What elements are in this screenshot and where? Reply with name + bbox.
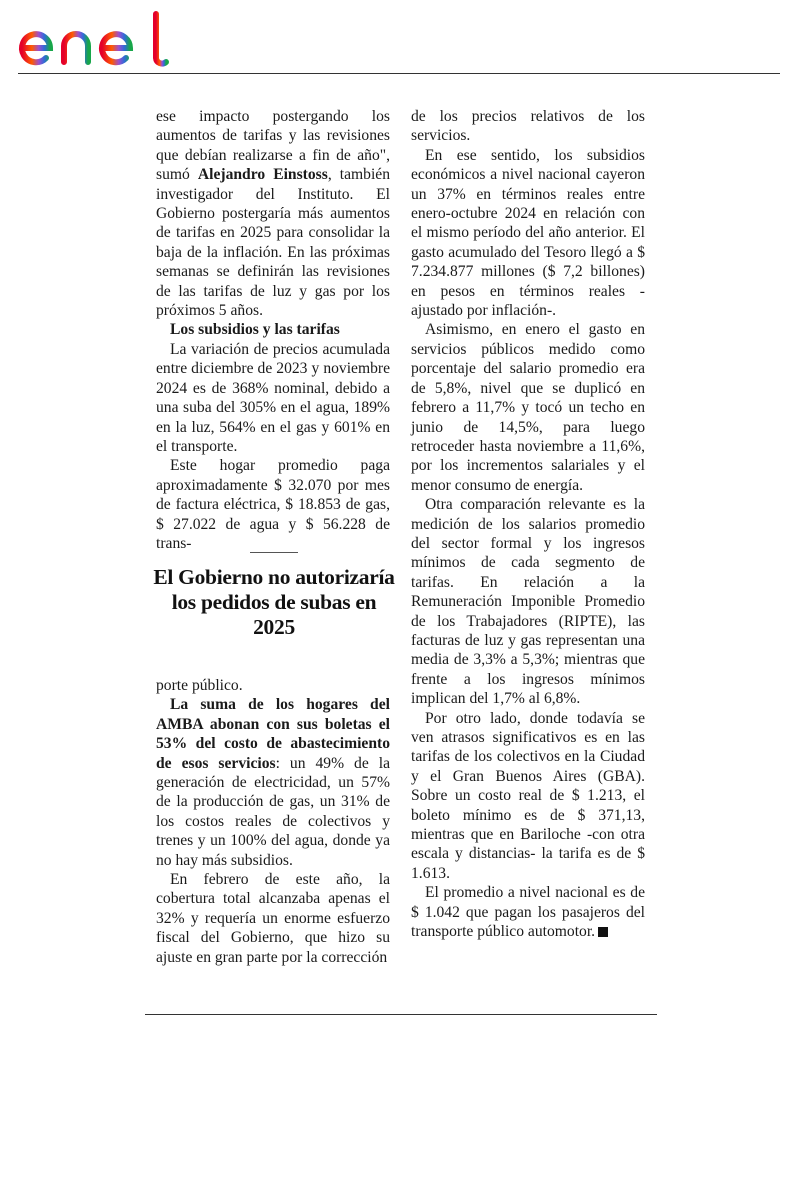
headline-rule: [250, 552, 298, 553]
paragraph: [411, 883, 645, 941]
article-column-3: [411, 107, 645, 941]
person-name: Alejandro Einstoss: [197, 166, 328, 184]
paragraph: Este hogar promedio paga aproximadamente $ 32.070 por mes de factura eléctrica, $ 18.853 de gas, $ 27.022 de agua y $ 56.228 de trans-: [156, 457, 390, 552]
paragraph: En ese sentido, los subsidios económicos a nivel nacional cayeron un 37% en términos reales entre enero-octubre 2024 en relación con el mismo período del año anterior. El gasto acumulado del Tesoro llegó a $ 7.234.877 millones ($ 7,2 billones) en pesos en términos reales - ajustado por inflación-.: [411, 146, 645, 320]
section-subhead: Los subsidios y las tarifas: [170, 321, 340, 339]
paragraph: Por otro lado, donde todavía se ven atrasos significativos es en las tarifas de los colectivos en la Ciudad y el Gran Buenos Aires (GBA). Sobre un costo real de $ 1.213, el boleto mínimo es de $ 371,13, mientras que en Bariloche -con otra escala y distancias- la tarifa es de $ 1.613.: [411, 709, 645, 882]
end-of-article-mark: [598, 927, 608, 937]
footer-rule: [145, 1014, 657, 1015]
article-column-1: [156, 107, 390, 553]
paragraph: [156, 695, 390, 870]
enel-logo: [16, 8, 172, 70]
paragraph: Asimismo, en enero el gasto en servicios públicos medido como porcentaje del salario promedio era de 5,8%, nivel que se duplicó en febrero a 11,7% y tocó un techo en junio de 14,5%, para luego retroceder hasta noviembre a 11,6%, por los incrementos salariales y el menor consumo de energía.: [411, 321, 645, 494]
text: : un 49% de la generación de electricidad, un 57% de la producción de gas, un 31% de los costos reales de colectivos y trenes y un 100% del agua, donde ya no hay más subsidios.: [156, 754, 390, 869]
text: , también investigador del Instituto. El Gobierno postergaría más aumentos de tarifas en 2025 para consolidar la baja de la inflación. En las próximas semanas se definirán las revisiones de las tarifas de luz y gas por los próximos 5 años.: [156, 166, 390, 320]
paragraph: En febrero de este año, la cobertura total alcanzaba apenas el 32% y requería un enorme esfuerzo fiscal del Gobierno, que hizo su ajuste en gran parte por la corrección: [156, 871, 390, 966]
bold-lead: La suma de los hogares del AMBA abonan con sus boletas el 53% del costo de abastecimiento de esos servicios: [156, 696, 390, 772]
pull-headline: [150, 540, 398, 640]
paragraph: Otra comparación relevante es la medición de los salarios promedio del sector formal y los ingresos mínimos de cada segmento de tarifas. En relación a la Remuneración Imponible Promedio de los Trabajadores (RIPTE), las facturas de luz y gas representan una media de 3,3% a 5,3%; mientras que frente a los ingresos mínimos implican del 1,7% al 6,8%.: [411, 496, 645, 708]
text: ese impacto postergando los aumentos de tarifas y las revisiones que debían realizarse a fin de año", sumó: [156, 108, 390, 184]
text: El promedio a nivel nacional es de $ 1.042 que pagan los pasajeros del transporte público automotor.: [411, 884, 645, 941]
headline-text: El Gobierno no autorizaría los pedidos de subas en 2025: [153, 565, 395, 639]
header-rule: [18, 73, 780, 74]
paragraph: La variación de precios acumulada entre diciembre de 2023 y noviembre 2024 es de 368% nominal, debido a una suba del 305% en el agua, 189% en la luz, 564% en el gas y 601% en el transporte.: [156, 340, 390, 455]
paragraph: [156, 107, 390, 320]
paragraph: porte público.: [156, 677, 243, 694]
article-column-2: [156, 676, 390, 967]
paragraph: de los precios relativos de los servicios.: [411, 108, 645, 145]
